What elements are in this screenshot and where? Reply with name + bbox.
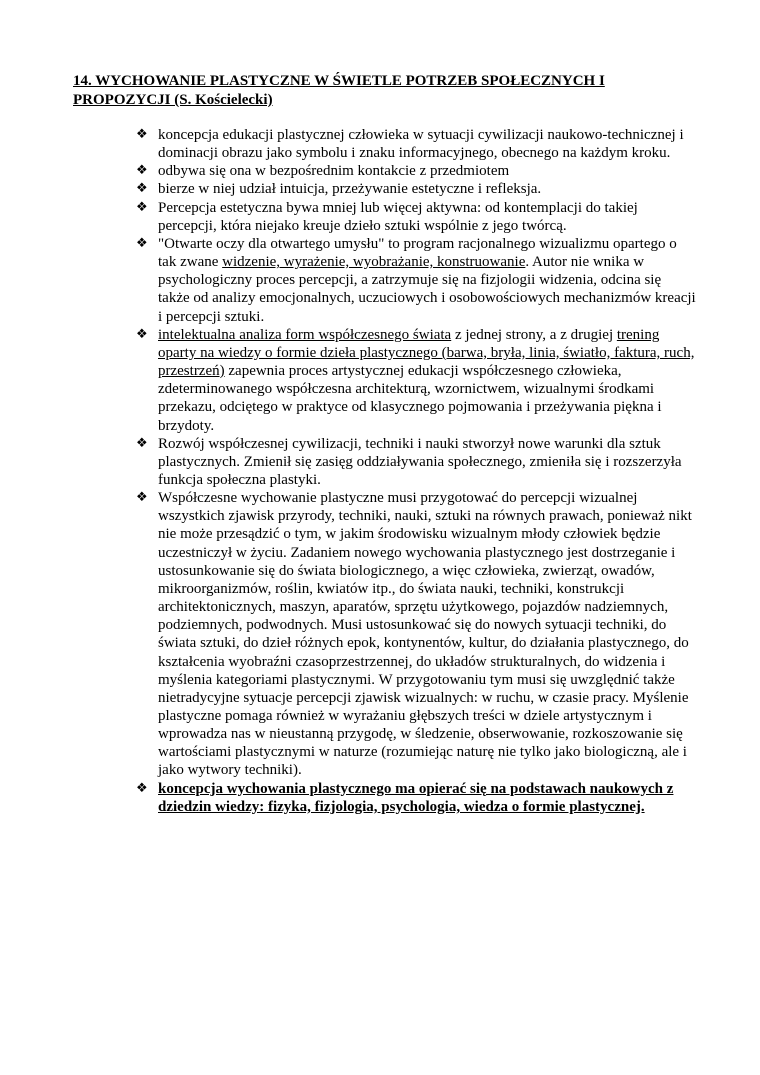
list-item-text: bierze w niej udział intuicja, przeżywanie estetyczne i refleksja. [158, 181, 542, 198]
list-item-text: odbywa się ona w bezpośrednim kontakcie z przedmiotem [158, 163, 510, 180]
underlined-phrase-1: intelektualna analiza form współczesnego świata [158, 326, 452, 343]
list-item-text-emphasized: koncepcja wychowania plastycznego ma opierać się na podstawach naukowych z dziedzin wiedzy: fizyka, fizjologia, psychologia, wiedza o formie plastycznej. [158, 780, 674, 815]
diamond-bullet-icon: ❖ [136, 780, 148, 796]
diamond-bullet-icon: ❖ [136, 435, 148, 451]
title-line-1: 14. WYCHOWANIE PLASTYCZNE W ŚWIETLE POTRZEB SPOŁECZNYCH I [73, 73, 605, 89]
list-item [136, 126, 696, 162]
diamond-bullet-icon: ❖ [136, 181, 148, 197]
list-item-text: koncepcja edukacji plastycznej człowieka w sytuacji cywilizacji naukowo-technicznej i dominacji obrazu jako symbolu i znaku informacyjnego, obecnego na każdym kroku. [158, 127, 684, 162]
diamond-bullet-icon: ❖ [136, 199, 148, 215]
list-item-text: Rozwój współczesnej cywilizacji, techniki i nauki stworzył nowe warunki dla sztuk plastycznych. Zmienił się zasięg oddziaływania społecznego, zmieniła się i rozszerzyła funkcja społeczna plastyki. [158, 435, 682, 488]
list-item-text-part2: zapewnia proces artystycznej edukacji współczesnego człowieka, zdeterminowanego współczesna architekturą, wzornictwem, wizualnymi środkami przekazu, odciętego w praktyce od klasycznego pojmowania i przeżywania piękna i brzydoty. [158, 363, 662, 434]
bullet-list [136, 126, 696, 816]
list-item [136, 235, 696, 326]
list-item [136, 326, 696, 435]
list-item [136, 489, 696, 780]
diamond-bullet-icon: ❖ [136, 127, 148, 142]
list-item [136, 180, 696, 198]
list-item-text: Percepcja estetyczna bywa mniej lub więcej aktywna: od kontemplacji do takiej percepcji, która niejako kreuje dzieło sztuki wspólnie z jego twórcą. [158, 199, 638, 234]
list-item [136, 162, 696, 180]
title-line-2: PROPOZYCJI (S. Kościelecki) [73, 92, 273, 108]
list-item [136, 199, 696, 235]
underlined-phrase: widzenie, wyrażenie, wyobrażanie, konstruowanie [222, 254, 526, 271]
list-item-text-part2: . Autor nie wnika w psychologiczny proces percepcji, a zatrzymuje się na fizjologii widzenia, odcina się także od analizy emocjonalnych, uczuciowych i osobowościowych mechanizmów kreacji i percepcji sztuki. [158, 254, 696, 325]
list-item-text-part1: z jednej strony, a z drugiej [451, 326, 617, 343]
diamond-bullet-icon: ❖ [136, 235, 148, 251]
underlined-phrase-2: trening oparty na wiedzy o formie dzieła plastycznego (barwa, bryła, linia, światło, faktura, ruch, przestrzeń) [158, 326, 695, 380]
diamond-bullet-icon: ❖ [136, 490, 148, 506]
list-item [136, 435, 696, 489]
list-item-text-part1: "Otwarte oczy dla otwartego umysłu" to program racjonalnego wizualizmu opartego o tak zwane [158, 235, 677, 271]
diamond-bullet-icon: ❖ [136, 163, 148, 179]
list-item [136, 780, 696, 816]
document-title [73, 72, 673, 110]
diamond-bullet-icon: ❖ [136, 326, 148, 342]
list-item-text: Współczesne wychowanie plastyczne musi przygotować do percepcji wizualnej wszystkich zjawisk przyrody, techniki, nauki, sztuki na równych prawach, ponieważ nikt nie może przesądzić o tym, w jakim środowisku wizualnym młody człowiek będzie uczestniczył w życiu. Zadaniem nowego wychowania plastycznego jest dostrzeganie i ustosunkowanie się do świata biologicznego, a więc człowieka, zwierząt, owadów, mikroorganizmów, roślin, kwiatów itp., do świata nauki, techniki, konstrukcji architektonicznych, maszyn, aparatów, sprzętu użytkowego, pojazdów nadziemnych, podziemnych, podwodnych. Musi ustosunkować się do nowych sytuacji techniki, do świata sztuki, do dzieł różnych epok, kontynentów, kultur, do działania plastycznego, do kształcenia wyobraźni czasoprzestrzennej, do układów strukturalnych, do widzenia i myślenia kategoriami plastycznymi. W przygotowaniu tym musi się uwzględnić także nietradycyjne sytuacje percepcji zjawisk wizualnych: w ruchu, w czasie pracy. Myślenie plastyczne pomaga również w wyrażaniu głębszych treści w dziele artystycznym i wprowadza nas w nieustanną przygodę, w śledzenie, obserwowanie, rozkoszowanie się wartościami plastycznymi w naturze (rozumiejąc naturę nie tylko jako biologiczną, ale i jako wytwory techniki). [158, 490, 692, 779]
